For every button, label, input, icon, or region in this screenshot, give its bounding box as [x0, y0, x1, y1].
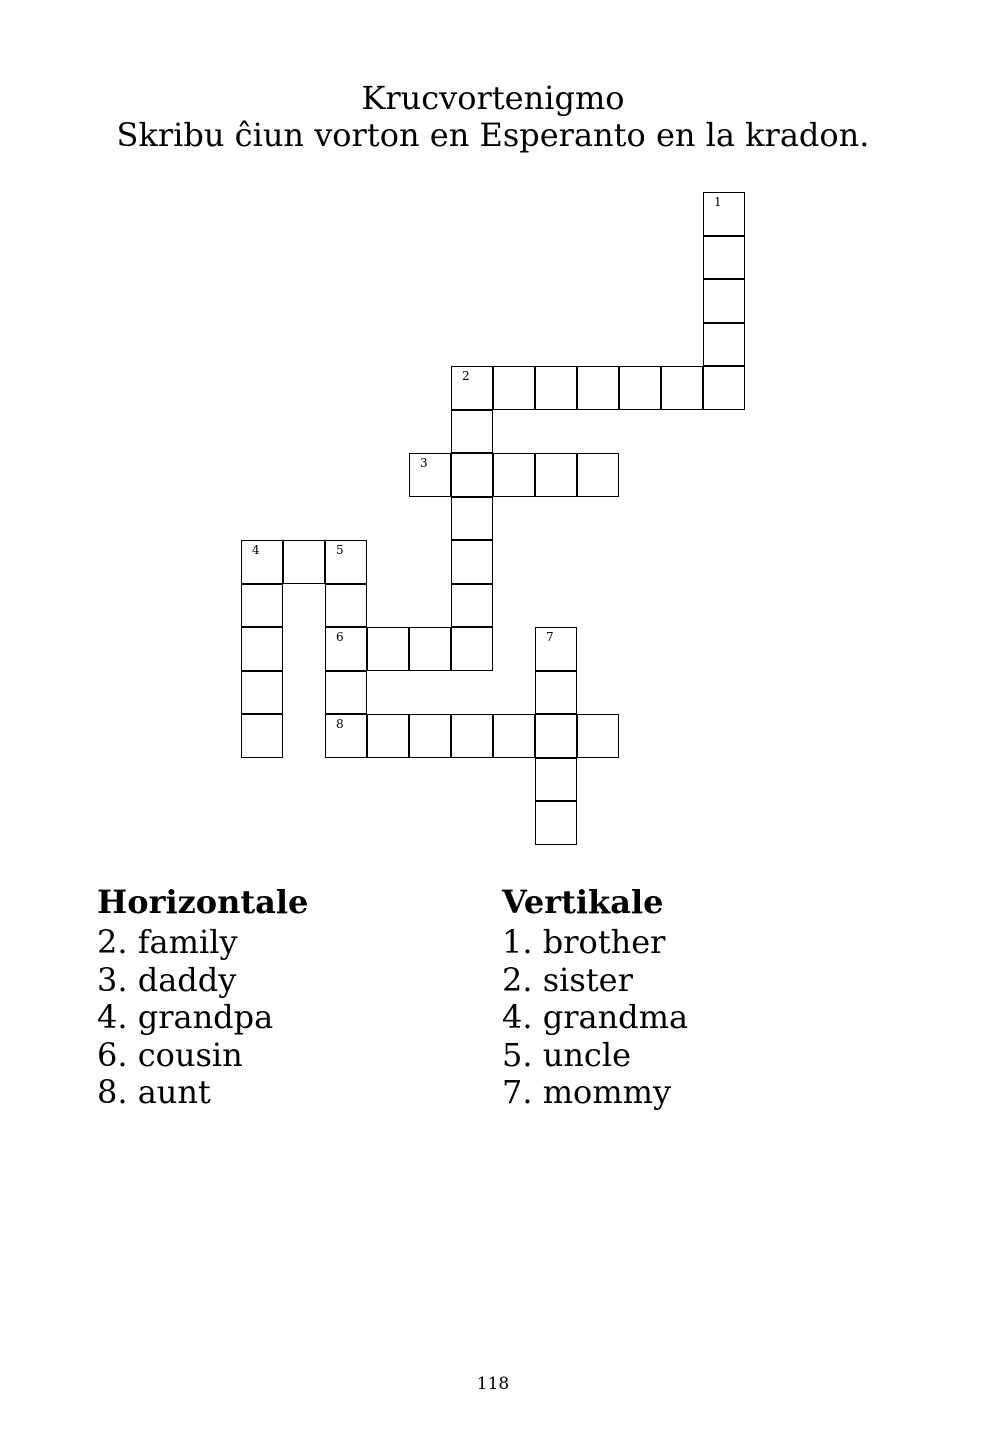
clue-down-2: 2. sister — [502, 960, 633, 999]
clue-down-7: 7. mommy — [502, 1073, 672, 1111]
cell-number: 5 — [336, 543, 344, 557]
crossword-cell[interactable] — [367, 714, 409, 758]
crossword-cell[interactable] — [535, 366, 577, 410]
crossword-cell[interactable] — [703, 279, 745, 323]
instruction-text: Skribu ĉiun vorton en Esperanto en la kradon. — [116, 116, 870, 154]
cell-number: 7 — [546, 630, 554, 644]
crossword-cell[interactable] — [703, 366, 745, 410]
clue-down-1: 1. brother — [502, 923, 666, 961]
crossword-cell[interactable] — [577, 714, 619, 758]
clue-down-4: 4. grandma — [502, 998, 689, 1036]
clue-across-2: 2. family — [97, 923, 238, 961]
crossword-cell[interactable] — [367, 627, 409, 671]
crossword-cell[interactable] — [451, 366, 493, 410]
clue-across-4: 4. grandpa — [97, 998, 274, 1036]
crossword-cell[interactable] — [577, 366, 619, 410]
crossword-cell[interactable] — [451, 410, 493, 454]
crossword-cell[interactable] — [535, 714, 577, 758]
crossword-cell[interactable] — [493, 714, 535, 758]
crossword-cell[interactable] — [409, 453, 451, 497]
clue-across-8: 8. aunt — [97, 1073, 211, 1111]
crossword-cell[interactable] — [241, 627, 283, 671]
crossword-cell[interactable] — [451, 584, 493, 628]
page-title: Krucvortenigmo — [361, 79, 625, 117]
crossword-cell[interactable] — [325, 714, 367, 758]
crossword-cell[interactable] — [325, 627, 367, 671]
crossword-cell[interactable] — [451, 627, 493, 671]
clues-across-list — [97, 924, 308, 1112]
crossword-cell[interactable] — [703, 323, 745, 367]
crossword-cell[interactable] — [451, 497, 493, 541]
crossword-cell[interactable] — [577, 453, 619, 497]
crossword-cell[interactable] — [241, 671, 283, 715]
crossword-cell[interactable] — [241, 540, 283, 584]
crossword-cell[interactable] — [241, 714, 283, 758]
crossword-cell[interactable] — [451, 540, 493, 584]
crossword-cell[interactable] — [283, 540, 325, 584]
cell-number: 6 — [336, 630, 344, 644]
cell-number: 4 — [252, 543, 260, 557]
crossword-cell[interactable] — [535, 671, 577, 715]
cell-number: 1 — [714, 195, 722, 209]
crossword-cell[interactable] — [451, 453, 493, 497]
crossword-cell[interactable] — [703, 236, 745, 280]
cell-number: 2 — [462, 369, 470, 383]
clues-down-list — [502, 924, 688, 1112]
crossword-cell[interactable] — [619, 366, 661, 410]
clue-across-6: 6. cousin — [97, 1035, 243, 1074]
crossword-cell[interactable] — [535, 801, 577, 845]
crossword-cell[interactable] — [241, 584, 283, 628]
clues-down — [502, 882, 688, 1112]
clues-across — [97, 882, 308, 1112]
crossword-cell[interactable] — [409, 627, 451, 671]
crossword-cell[interactable] — [409, 714, 451, 758]
crossword-cell[interactable] — [325, 584, 367, 628]
crossword-cell[interactable] — [451, 714, 493, 758]
clues-across-heading: Horizontale — [97, 883, 309, 921]
crossword-cell[interactable] — [325, 671, 367, 715]
crossword-cell[interactable] — [493, 366, 535, 410]
crossword-cell[interactable] — [325, 540, 367, 584]
crossword-cell[interactable] — [703, 192, 745, 236]
clue-across-3: 3. daddy — [97, 960, 237, 999]
cell-number: 3 — [420, 456, 428, 470]
crossword-cell[interactable] — [661, 366, 703, 410]
clue-down-5: 5. uncle — [502, 1035, 632, 1074]
crossword-cell[interactable] — [535, 758, 577, 802]
cell-number: 8 — [336, 717, 344, 731]
clues-down-heading: Vertikale — [502, 883, 664, 921]
crossword-cell[interactable] — [535, 627, 577, 671]
crossword-cell[interactable] — [535, 453, 577, 497]
crossword-cell[interactable] — [493, 453, 535, 497]
page-number: 118 — [476, 1374, 510, 1394]
